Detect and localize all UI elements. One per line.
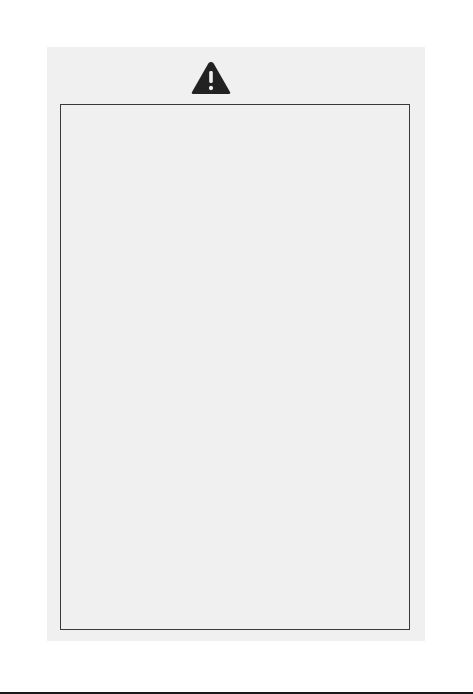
instructions-frame bbox=[60, 104, 410, 630]
warning-triangle-icon bbox=[190, 60, 232, 96]
